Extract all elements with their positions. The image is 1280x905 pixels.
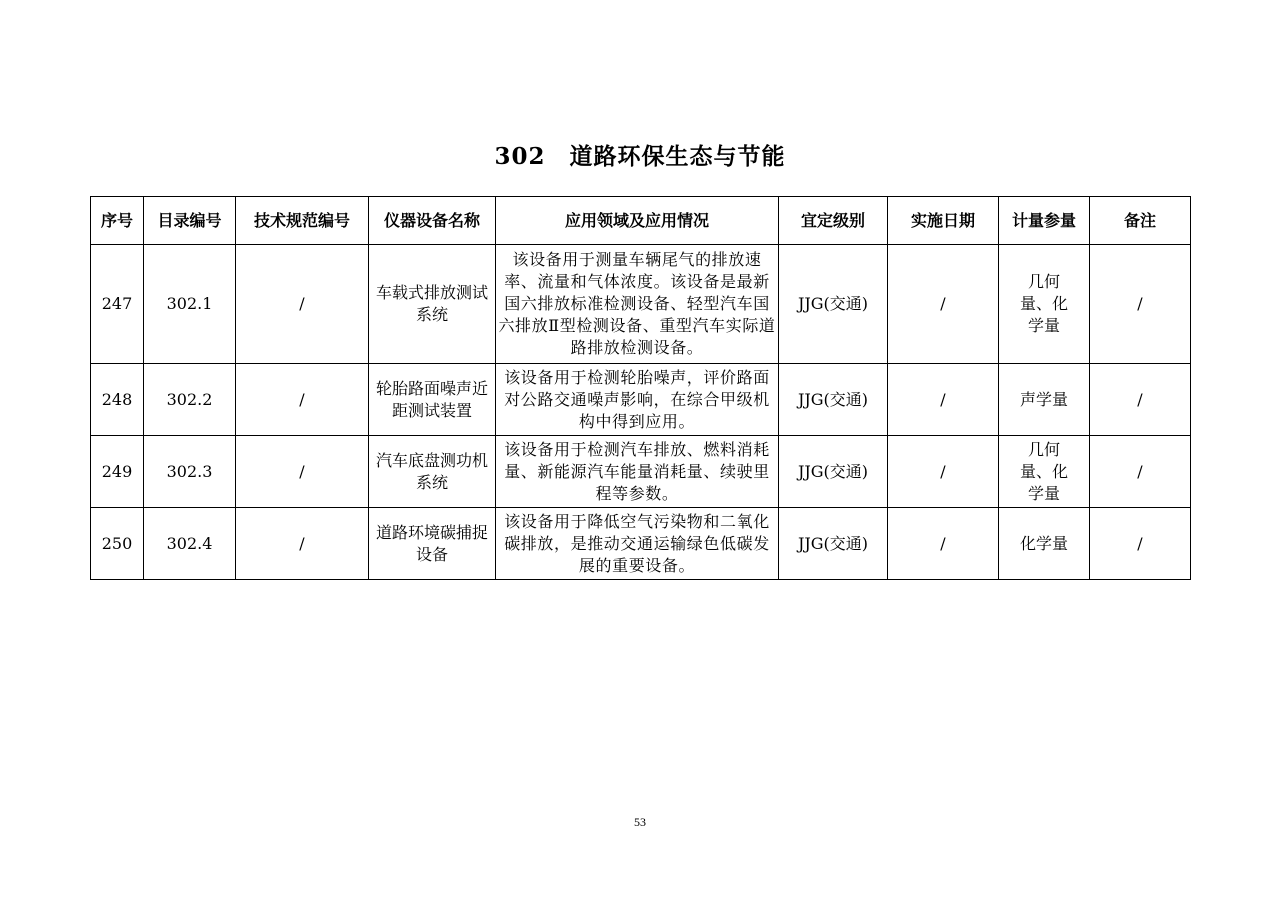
cell-catalog-no: 302.1 (144, 245, 236, 364)
cell-seq: 248 (91, 364, 144, 436)
cell-remark: / (1090, 508, 1191, 580)
cell-equipment-name: 轮胎路面噪声近距测试装置 (369, 364, 496, 436)
cell-spec-no: / (236, 364, 369, 436)
cell-application: 该设备用于测量车辆尾气的排放速率、流量和气体浓度。该设备是最新国六排放标准检测设备、轻型汽车国六排放Ⅱ型检测设备、重型汽车实际道路排放检测设备。 (496, 245, 779, 364)
table-row (91, 508, 1191, 580)
cell-remark: / (1090, 364, 1191, 436)
cell-spec-no: / (236, 245, 369, 364)
header-seq: 序号 (91, 197, 144, 245)
table-row (91, 436, 1191, 508)
cell-level: JJG(交通) (779, 436, 888, 508)
header-catalog-no: 目录编号 (144, 197, 236, 245)
cell-application: 该设备用于检测轮胎噪声，评价路面对公路交通噪声影响，在综合甲级机构中得到应用。 (496, 364, 779, 436)
cell-seq: 249 (91, 436, 144, 508)
header-spec-no: 技术规范编号 (236, 197, 369, 245)
cell-remark: / (1090, 245, 1191, 364)
header-impl-date: 实施日期 (888, 197, 999, 245)
equipment-catalog-table (90, 196, 1191, 580)
cell-equipment-name: 汽车底盘测功机系统 (369, 436, 496, 508)
cell-equipment-name: 道路环境碳捕捉设备 (369, 508, 496, 580)
cell-catalog-no: 302.4 (144, 508, 236, 580)
header-level: 宜定级别 (779, 197, 888, 245)
page-number: 53 (634, 815, 646, 829)
cell-seq: 247 (91, 245, 144, 364)
cell-catalog-no: 302.2 (144, 364, 236, 436)
cell-spec-no: / (236, 508, 369, 580)
cell-level: JJG(交通) (779, 364, 888, 436)
cell-parameter: 声学量 (999, 364, 1090, 436)
table-row (91, 364, 1191, 436)
table-row (91, 245, 1191, 364)
page-title: 302 道路环保生态与节能 (494, 143, 786, 170)
cell-remark: / (1090, 436, 1191, 508)
cell-parameter: 几何量、化学量 (999, 436, 1090, 508)
header-application: 应用领域及应用情况 (496, 197, 779, 245)
cell-impl-date: / (888, 364, 999, 436)
cell-parameter: 几何量、化学量 (999, 245, 1090, 364)
cell-level: JJG(交通) (779, 508, 888, 580)
cell-parameter: 化学量 (999, 508, 1090, 580)
cell-catalog-no: 302.3 (144, 436, 236, 508)
cell-impl-date: / (888, 245, 999, 364)
cell-impl-date: / (888, 436, 999, 508)
cell-level: JJG(交通) (779, 245, 888, 364)
header-row (91, 197, 1191, 245)
cell-application: 该设备用于检测汽车排放、燃料消耗量、新能源汽车能量消耗量、续驶里程等参数。 (496, 436, 779, 508)
cell-impl-date: / (888, 508, 999, 580)
header-equipment-name: 仪器设备名称 (369, 197, 496, 245)
cell-equipment-name: 车载式排放测试系统 (369, 245, 496, 364)
header-parameter: 计量参量 (999, 197, 1090, 245)
cell-spec-no: / (236, 436, 369, 508)
cell-seq: 250 (91, 508, 144, 580)
cell-application: 该设备用于降低空气污染物和二氧化碳排放，是推动交通运输绿色低碳发展的重要设备。 (496, 508, 779, 580)
header-remark: 备注 (1090, 197, 1191, 245)
